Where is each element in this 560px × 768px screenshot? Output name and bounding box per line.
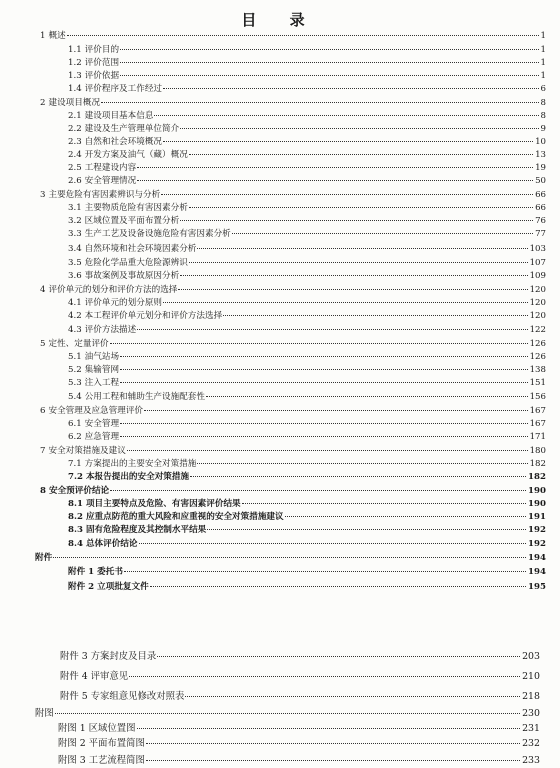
toc-entry-label: 评价单元的划分原则 xyxy=(84,298,163,308)
toc-entry-page: 182 xyxy=(528,472,546,482)
dot-leader xyxy=(127,450,528,451)
toc-entry xyxy=(68,581,546,593)
toc-entry-label: 油气站场 xyxy=(84,352,120,362)
toc-entry xyxy=(68,70,546,82)
toc-entry-label: 附图 2 平面布置简图 xyxy=(58,738,145,749)
toc-entry-number: 2.5 xyxy=(68,163,82,173)
toc-entry xyxy=(68,324,546,336)
toc-entry-page: 190 xyxy=(528,499,546,509)
toc-entry-label: 注入工程 xyxy=(84,378,120,388)
dot-leader xyxy=(223,315,527,316)
dot-leader xyxy=(157,656,520,657)
dot-leader xyxy=(137,728,521,729)
toc-entry-number: 2.6 xyxy=(68,176,82,186)
toc-entry-number: 2 xyxy=(40,98,46,108)
toc-entry xyxy=(68,297,546,309)
toc-entry-page: 138 xyxy=(529,365,546,375)
dot-leader xyxy=(163,88,539,89)
toc-entry-page: 190 xyxy=(528,486,546,496)
toc-entry-page: 66 xyxy=(535,190,546,200)
dot-leader xyxy=(53,557,526,558)
toc-entry xyxy=(68,202,546,214)
toc-entry-page: 76 xyxy=(535,216,546,226)
toc-entry-page: 122 xyxy=(529,325,546,335)
toc-entry-number: 1.4 xyxy=(68,84,82,94)
toc-entry xyxy=(68,418,546,430)
toc-entry-label: 区域位置及平面布置分析 xyxy=(84,216,180,226)
dot-leader xyxy=(232,233,533,234)
toc-entry xyxy=(60,670,540,684)
toc-entry-page: 1 xyxy=(540,31,546,41)
toc-entry xyxy=(40,338,546,350)
toc-entry xyxy=(68,310,546,322)
dot-leader xyxy=(189,262,528,263)
toc-entry-label: 评价目的 xyxy=(84,45,120,55)
toc-entry-label: 开发方案及油气（藏）概况 xyxy=(84,150,188,160)
toc-entry xyxy=(68,498,546,510)
toc-entry-label: 安全对策措施及建议 xyxy=(48,446,126,456)
toc-entry xyxy=(68,351,546,363)
toc-entry-page: 19 xyxy=(535,163,546,173)
toc-entry-label: 附件 xyxy=(35,553,53,563)
toc-entry-label: 定性、定量评价 xyxy=(48,339,109,349)
dot-leader xyxy=(120,62,538,63)
toc-entry-label: 公用工程和辅助生产设施配套性 xyxy=(84,392,205,402)
toc-entry-page: 109 xyxy=(529,271,546,281)
toc-entry-page: 167 xyxy=(529,406,546,416)
toc-entry-label: 评价单元的划分和评价方法的选择 xyxy=(48,285,178,295)
dot-leader xyxy=(120,382,528,383)
toc-entry xyxy=(68,243,546,255)
dot-leader xyxy=(120,49,538,50)
toc-entry-number: 3.3 xyxy=(68,229,82,239)
dot-leader xyxy=(189,207,533,208)
toc-entry-number: 3.5 xyxy=(68,258,82,268)
toc-entry-page: 77 xyxy=(535,229,546,239)
toc-entry-page: 107 xyxy=(529,258,546,268)
dot-leader xyxy=(163,141,533,142)
toc-entry xyxy=(68,391,546,403)
toc-entry-number: 2.4 xyxy=(68,150,82,160)
toc-entry xyxy=(68,471,546,483)
dot-leader xyxy=(137,180,533,181)
toc-entry-page: 1 xyxy=(540,45,546,55)
toc-entry-number: 4.1 xyxy=(68,298,82,308)
toc-entry xyxy=(68,228,546,240)
toc-entry-page: 10 xyxy=(535,137,546,147)
dot-leader xyxy=(139,543,527,544)
toc-entry-label: 建设项目基本信息 xyxy=(84,111,154,121)
toc-entry-label: 附图 3 工艺流程简图 xyxy=(58,755,145,766)
toc-entry-page: 1 xyxy=(540,71,546,81)
toc-entry xyxy=(40,97,546,109)
toc-entry-page: 180 xyxy=(529,446,546,456)
toc-entry-page: 8 xyxy=(540,98,546,108)
toc-entry-page: 231 xyxy=(522,723,540,734)
dot-leader xyxy=(180,275,527,276)
dot-leader xyxy=(110,490,526,491)
dot-leader xyxy=(178,289,527,290)
toc-entry xyxy=(68,57,546,69)
toc-entry-page: 195 xyxy=(528,582,546,592)
toc-entry-number: 8 xyxy=(40,486,46,496)
dot-leader xyxy=(197,248,527,249)
toc-entry xyxy=(40,405,546,417)
toc-entry xyxy=(68,377,546,389)
toc-entry-label: 总体评价结论 xyxy=(85,539,138,549)
toc-entry-number: 7.1 xyxy=(68,459,82,469)
toc-entry xyxy=(40,189,546,201)
dot-leader xyxy=(120,436,528,437)
dot-leader xyxy=(146,760,520,761)
toc-entry xyxy=(58,722,540,736)
toc-entry xyxy=(35,552,546,564)
toc-entry-label: 安全管理情况 xyxy=(84,176,137,186)
toc-entry xyxy=(68,257,546,269)
toc-entry-number: 1.3 xyxy=(68,71,82,81)
dot-leader xyxy=(120,75,538,76)
toc-entry xyxy=(68,566,546,578)
toc-entry-label: 附件 5 专家组意见修改对照表 xyxy=(60,691,185,702)
toc-entry-page: 103 xyxy=(529,244,546,254)
toc-entry-number: 4.3 xyxy=(68,325,82,335)
dot-leader xyxy=(144,410,528,411)
toc-entry-page: 6 xyxy=(540,84,546,94)
dot-leader xyxy=(129,676,520,677)
toc-entry-label: 自然环境和社会环境因素分析 xyxy=(84,244,197,254)
toc-entry xyxy=(58,737,540,751)
toc-entry-number: 1 xyxy=(40,31,46,41)
toc-entry xyxy=(68,511,546,523)
toc-entry-label: 固有危险程度及其控制水平结果 xyxy=(85,525,207,535)
toc-entry-number: 8.2 xyxy=(68,512,83,522)
toc-entry-label: 建设及生产管理单位简介 xyxy=(84,124,180,134)
toc-entry-page: 8 xyxy=(540,111,546,121)
toc-entry-number: 3.2 xyxy=(68,216,82,226)
toc-entry xyxy=(68,162,546,174)
toc-entry-label: 安全管理及应急管理评价 xyxy=(48,406,144,416)
toc-entry-label: 集输管网 xyxy=(84,365,120,375)
toc-entry-number: 5.1 xyxy=(68,352,82,362)
dot-leader xyxy=(189,154,533,155)
toc-entry-label: 评价依据 xyxy=(84,71,120,81)
toc-entry-label: 自然和社会环境概况 xyxy=(84,137,163,147)
toc-entry-page: 120 xyxy=(529,298,546,308)
toc-entry-label: 工程建设内容 xyxy=(84,163,137,173)
dot-leader xyxy=(285,516,526,517)
toc-entry-number: 8.1 xyxy=(68,499,83,509)
toc-entry xyxy=(40,284,546,296)
dot-leader xyxy=(161,194,533,195)
toc-entry-page: 194 xyxy=(528,567,546,577)
toc-entry-number: 8.4 xyxy=(68,539,83,549)
toc-entry-page: 167 xyxy=(529,419,546,429)
toc-entry-label: 方案提出的主要安全对策措施 xyxy=(84,459,197,469)
toc-entry-label: 附图 1 区域位置图 xyxy=(58,723,136,734)
toc-entry-number: 3.1 xyxy=(68,203,82,213)
dot-leader xyxy=(146,743,520,744)
toc-entry-number: 5.3 xyxy=(68,378,82,388)
toc-entry-label: 安全预评价结论 xyxy=(48,486,110,496)
dot-leader xyxy=(185,696,520,697)
dot-leader xyxy=(180,128,538,129)
toc-entry-page: 191 xyxy=(528,512,546,522)
toc-entry-page: 232 xyxy=(522,738,540,749)
toc-entry-number: 3.6 xyxy=(68,271,82,281)
toc-entry xyxy=(68,110,546,122)
toc-entry-label: 附件 1 委托书 xyxy=(68,567,123,577)
toc-entry-label: 应重点防范的重大风险和应重视的安全对策措施建议 xyxy=(85,512,284,522)
toc-entry-page: 210 xyxy=(522,671,540,682)
toc-entry-number: 8.3 xyxy=(68,525,83,535)
toc-entry-number: 2.2 xyxy=(68,124,82,134)
toc-entry-label: 评价方法描述 xyxy=(84,325,137,335)
toc-entry-label: 生产工艺及设备设施危险有害因素分析 xyxy=(84,229,231,239)
toc-entry-page: 218 xyxy=(522,691,540,702)
dot-leader xyxy=(137,167,533,168)
toc-entry-label: 附件 2 立项批复文件 xyxy=(68,582,149,592)
toc-entry-page: 233 xyxy=(522,755,540,766)
dot-leader xyxy=(154,115,538,116)
toc-entry-label: 本报告提出的安全对策措施 xyxy=(85,472,190,482)
toc-entry-label: 附图 xyxy=(35,708,54,719)
toc-entry-page: 120 xyxy=(529,311,546,321)
toc-entry xyxy=(68,458,546,470)
dot-leader xyxy=(206,396,528,397)
toc-entry-page: 66 xyxy=(535,203,546,213)
toc-entry-page: 126 xyxy=(529,339,546,349)
toc-entry-page: 182 xyxy=(529,459,546,469)
toc-entry-number: 5 xyxy=(40,339,46,349)
toc-entry-label: 评价程序及工作经过 xyxy=(84,84,163,94)
toc-entry-label: 主要物质危险有害因素分析 xyxy=(84,203,188,213)
toc-entry-page: 50 xyxy=(535,176,546,186)
toc-entry-page: 156 xyxy=(529,392,546,402)
toc-entry-number: 7.2 xyxy=(68,472,83,482)
page-title: 目 录 xyxy=(241,11,319,29)
toc-entry-page: 203 xyxy=(522,651,540,662)
toc-entry-number: 4 xyxy=(40,285,46,295)
dot-leader xyxy=(163,302,528,303)
toc-entry xyxy=(40,30,546,42)
toc-entry-label: 本工程评价单元划分和评价方法选择 xyxy=(84,311,223,321)
dot-leader xyxy=(197,463,527,464)
toc-entry-number: 1.1 xyxy=(68,45,82,55)
toc-entry-number: 3.4 xyxy=(68,244,82,254)
toc-entry-number: 4.2 xyxy=(68,311,82,321)
dot-leader xyxy=(207,529,526,530)
toc-entry-page: 13 xyxy=(535,150,546,160)
toc-entry-label: 概述 xyxy=(48,31,66,41)
toc-entry-number: 1.2 xyxy=(68,58,82,68)
toc-entry-page: 120 xyxy=(529,285,546,295)
toc-entry xyxy=(68,149,546,161)
toc-entry-page: 1 xyxy=(540,58,546,68)
toc-entry xyxy=(68,123,546,135)
toc-entry xyxy=(60,690,540,704)
toc-entry-page: 126 xyxy=(529,352,546,362)
toc-entry xyxy=(68,270,546,282)
toc-entry-label: 事故案例及事故原因分析 xyxy=(84,271,180,281)
toc-entry-label: 项目主要特点及危险、有害因素评价结果 xyxy=(85,499,241,509)
toc-entry xyxy=(68,44,546,56)
toc-entry-label: 主要危险有害因素辨识与分析 xyxy=(48,190,161,200)
dot-leader xyxy=(242,503,526,504)
toc-entry-label: 附件 3 方案封皮及目录 xyxy=(60,651,157,662)
toc-entry xyxy=(68,364,546,376)
toc-entry-number: 2.3 xyxy=(68,137,82,147)
toc-entry-page: 192 xyxy=(528,539,546,549)
toc-entry-page: 194 xyxy=(528,553,546,563)
dot-leader xyxy=(110,343,528,344)
toc-entry xyxy=(68,136,546,148)
dot-leader xyxy=(101,102,538,103)
toc-entry-number: 6 xyxy=(40,406,46,416)
toc-entry xyxy=(58,754,540,768)
dot-leader xyxy=(190,476,526,477)
toc-entry-label: 危险化学品重大危险源辨识 xyxy=(84,258,188,268)
toc-entry xyxy=(68,431,546,443)
dot-leader xyxy=(120,423,528,424)
toc-entry xyxy=(35,707,540,721)
dot-leader xyxy=(120,356,528,357)
toc-entry-label: 应急管理 xyxy=(84,432,120,442)
toc-entry-page: 151 xyxy=(529,378,546,388)
toc-entry xyxy=(40,485,546,497)
toc-entry xyxy=(68,83,546,95)
toc-entry xyxy=(60,650,540,664)
dot-leader xyxy=(137,329,527,330)
toc-entry-page: 171 xyxy=(529,432,546,442)
toc-entry-number: 2.1 xyxy=(68,111,82,121)
toc-entry-number: 7 xyxy=(40,446,46,456)
toc-entry-page: 230 xyxy=(522,708,540,719)
toc-entry-number: 5.4 xyxy=(68,392,82,402)
toc-entry-page: 9 xyxy=(540,124,546,134)
toc-entry-label: 附件 4 评审意见 xyxy=(60,671,129,682)
toc-entry-label: 安全管理 xyxy=(84,419,120,429)
toc-entry-label: 建设项目概况 xyxy=(48,98,101,108)
toc-entry-number: 3 xyxy=(40,190,46,200)
toc-entry xyxy=(68,215,546,227)
dot-leader xyxy=(180,220,533,221)
toc-entry xyxy=(68,175,546,187)
dot-leader xyxy=(67,35,539,36)
toc-entry xyxy=(40,445,546,457)
dot-leader xyxy=(150,586,526,587)
toc-entry-number: 5.2 xyxy=(68,365,82,375)
toc-entry xyxy=(68,524,546,536)
toc-entry-number: 6.2 xyxy=(68,432,82,442)
dot-leader xyxy=(55,713,520,714)
toc-entry-page: 192 xyxy=(528,525,546,535)
toc-entry-number: 6.1 xyxy=(68,419,82,429)
dot-leader xyxy=(120,369,528,370)
dot-leader xyxy=(124,571,526,572)
toc-entry-label: 评价范围 xyxy=(84,58,120,68)
toc-entry xyxy=(68,538,546,550)
